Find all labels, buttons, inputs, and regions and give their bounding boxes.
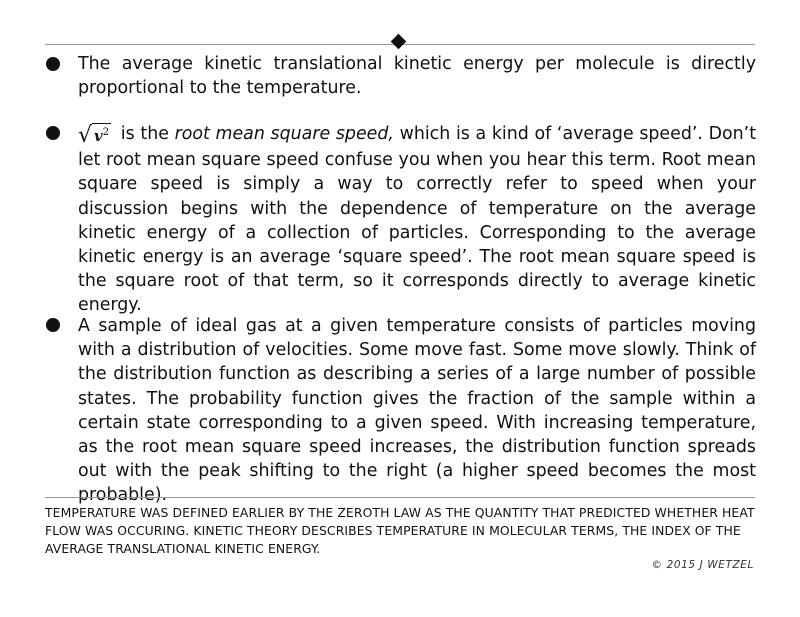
formula-exponent: 2 (102, 127, 110, 138)
bullet-paragraph-rms-speed (78, 122, 756, 318)
diamond-ornament-icon (391, 34, 407, 50)
sqrt-v-squared-formula (78, 123, 111, 148)
bullet-text: The average kinetic translational kinetic energy per molecule is directly proportional to the temperature. (78, 54, 756, 99)
bullet-paragraph-distribution (78, 314, 756, 508)
formula-variable: v (94, 127, 103, 145)
footnote-text: TEMPERATURE WAS DEFINED EARLIER BY THE ZEROTH LAW AS THE QUANTITY THAT PREDICTED WHETHER HEAT FLOW WAS OCCURING. KINETIC THEORY DESCRIBES TEMPERATURE IN MOLECULAR TERMS, THE INDEX OF THE AVERAGE TRANSLATIONAL KINETIC ENERGY. (45, 505, 755, 556)
formula-radicand (92, 123, 111, 145)
copyright-notice: © 2015 J WETZEL (651, 559, 754, 571)
bullet-text: A sample of ideal gas at a given temperature consists of particles moving with a distribution of velocities. Some move fast. Some move slowly. Think of the distribution function as describing a series of a large number of possible states. The probability function gives the fraction of the sample within a certain state corresponding to a given speed. With increasing temperature, as the root mean square speed increases, the distribution function spreads out with the peak shifting to the right (a higher speed becomes the most probable). (78, 316, 756, 506)
bullet-lead-text: is the (115, 124, 175, 144)
footnote-divider (45, 497, 755, 498)
bullet-icon (46, 126, 60, 140)
bullet-paragraph-kinetic-energy (78, 52, 756, 100)
emphasized-term: root mean square speed, (174, 124, 394, 144)
bullet-icon (46, 57, 60, 71)
bullet-icon (46, 318, 60, 332)
bullet-text: which is a kind of ‘average speed’. Don’t let root mean square speed confuse you when you hear this term. Root mean square speed is simply a way to correctly refer to speed when your discussion begins with the dependence of temperature on the average kinetic energy of a collection of particles. Corresponding to the average kinetic energy is an average ‘square speed’. The root mean square speed is the square root of that term, so it corresponds directly to average kinetic energy. (78, 124, 757, 316)
square-root-icon: √ (78, 123, 93, 148)
